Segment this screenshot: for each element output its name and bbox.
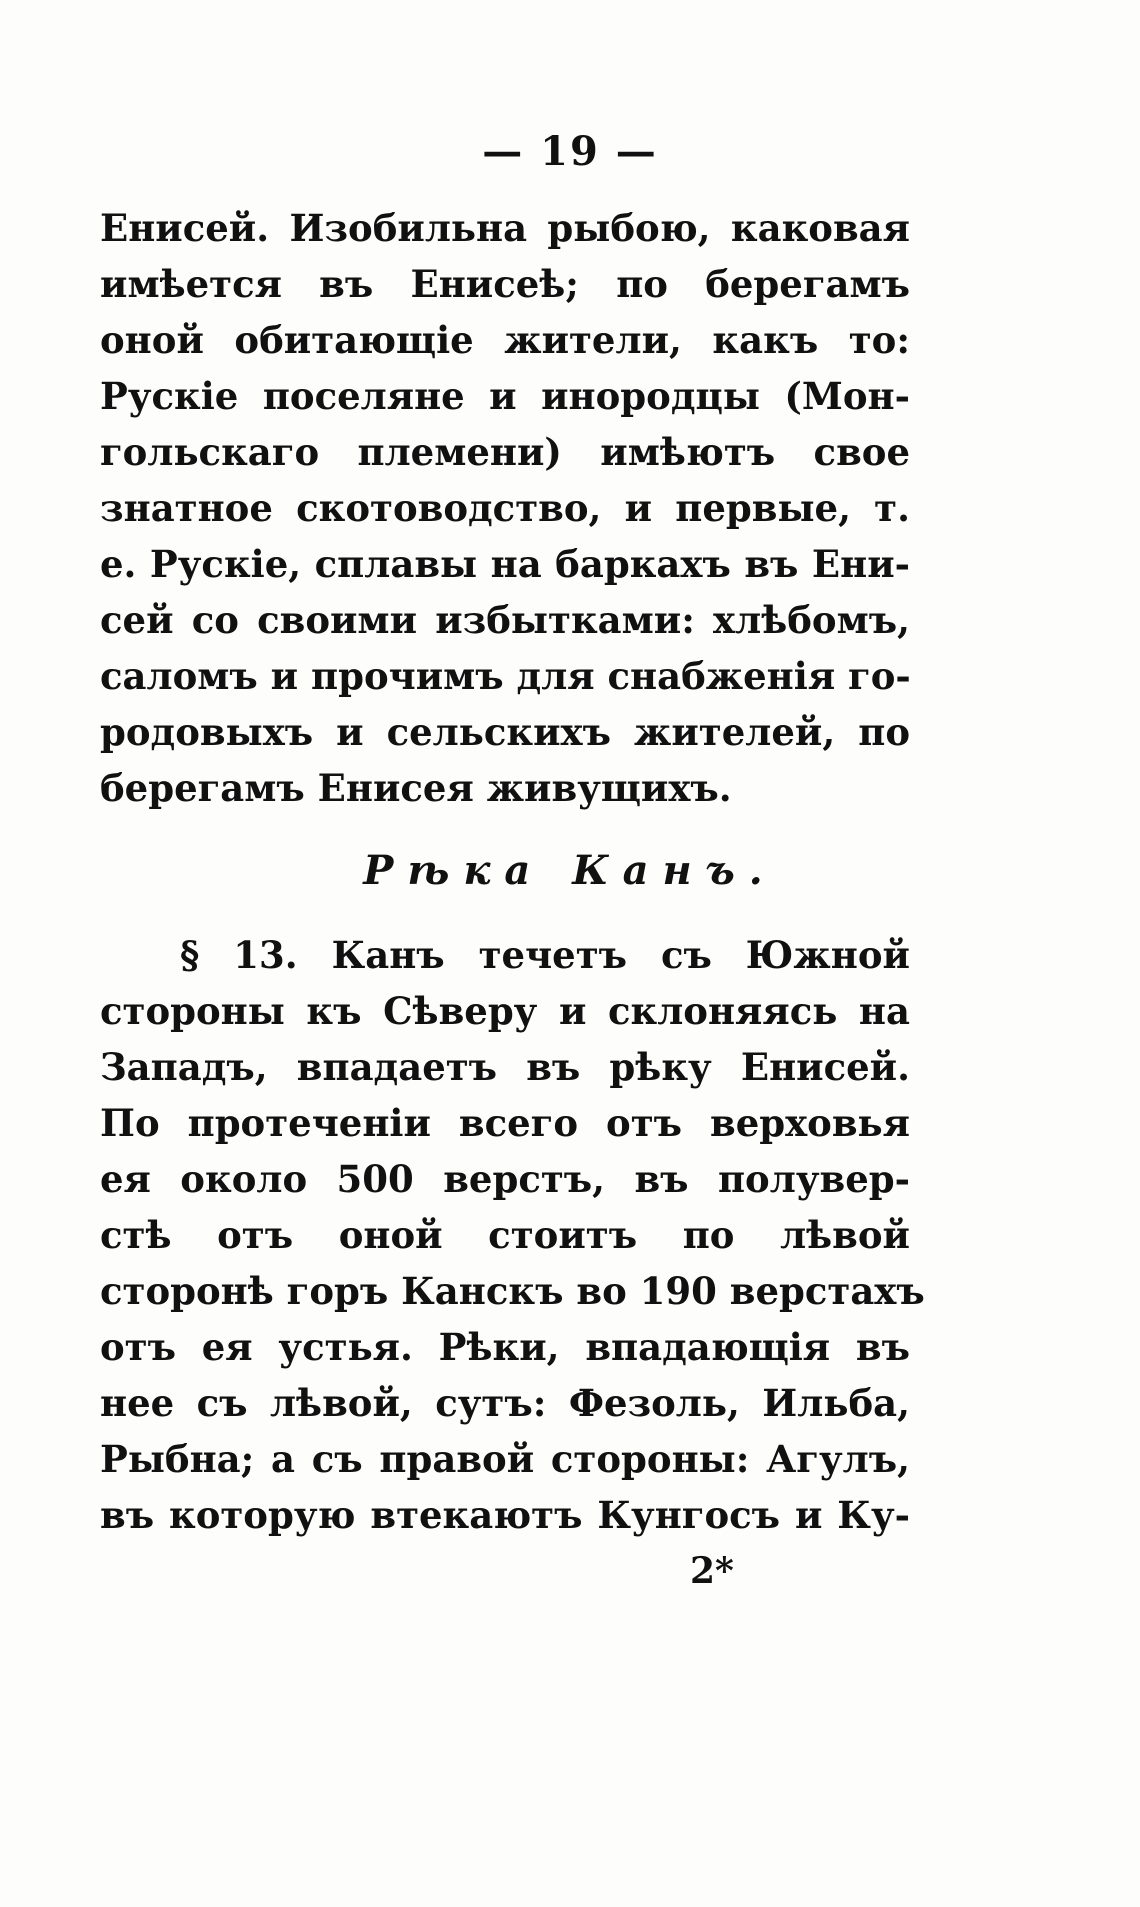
- text-line: По протеченіи всего отъ верховья: [100, 1101, 910, 1145]
- text-line: Енисей. Изобильна рыбою, каковая: [100, 206, 910, 250]
- text-line: оной обитающіе жители, какъ то:: [100, 318, 910, 362]
- text-line: гольскаго племени) имѣютъ свое: [100, 430, 910, 474]
- text-line: берегамъ Енисея живущихъ.: [100, 766, 732, 810]
- paragraph-2: [100, 927, 925, 1543]
- text-line: Рускіе поселяне и инородцы (Мон-: [100, 374, 910, 418]
- text-line: родовыхъ и сельскихъ жителей, по: [100, 710, 910, 754]
- text-line: стѣ отъ оной стоитъ по лѣвой: [100, 1213, 910, 1257]
- page-number: — 19 —: [482, 128, 658, 175]
- text-line: нее съ лѣвой, сутъ: Фезоль, Ильба,: [100, 1381, 910, 1425]
- text-line: Рыбна; а съ правой стороны: Агулъ,: [100, 1437, 910, 1481]
- text-line: § 13. Канъ течетъ съ Южной: [180, 933, 910, 977]
- text-line: Западъ, впадаетъ въ рѣку Енисей.: [100, 1045, 910, 1089]
- text-line: имѣется въ Енисеѣ; по берегамъ: [100, 262, 910, 306]
- paragraph-1: [100, 200, 910, 816]
- text-line: отъ ея устья. Рѣки, впадающія въ: [100, 1325, 910, 1369]
- section-heading: Рѣка Канъ.: [363, 847, 777, 894]
- text-line: сей со своими избытками: хлѣбомъ,: [100, 598, 910, 642]
- signature-mark: 2*: [690, 1550, 734, 1592]
- text-line: стороны къ Сѣверу и склоняясь на: [100, 989, 910, 1033]
- text-line: въ которую втекаютъ Кунгосъ и Ку-: [100, 1493, 910, 1537]
- text-line: е. Рускіе, сплавы на баркахъ въ Ени-: [100, 542, 910, 586]
- text-line: ея около 500 верстъ, въ полувер-: [100, 1157, 910, 1201]
- text-line: саломъ и прочимъ для снабженія го-: [100, 654, 911, 698]
- text-line: сторонѣ горъ Канскъ во 190 верстахъ: [100, 1269, 925, 1313]
- text-line: знатное скотоводство, и первые, т.: [100, 486, 910, 530]
